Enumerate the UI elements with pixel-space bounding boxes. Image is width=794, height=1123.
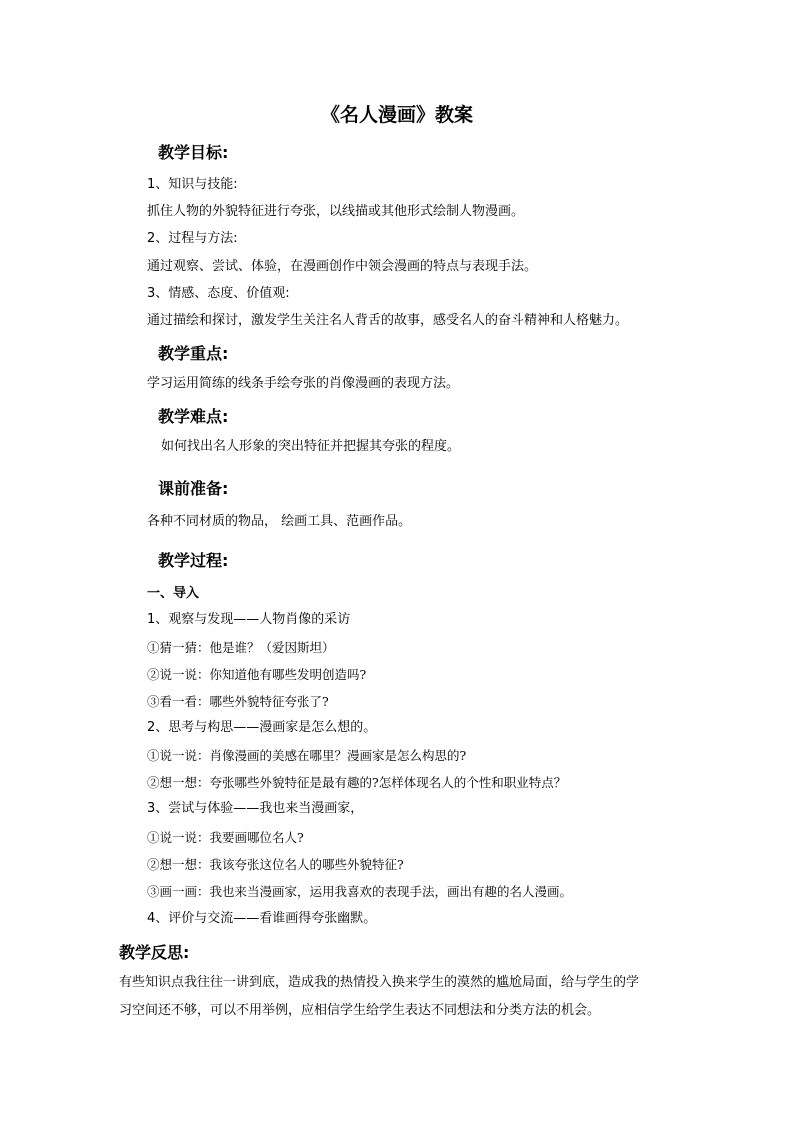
- process-line: ①说一说：肖像漫画的美感在哪里？漫画家是怎么构思的?: [147, 748, 467, 763]
- objectives-heading: 教学目标:: [158, 143, 229, 162]
- preparation-text: 各种不同材质的物品， 绘画工具、范画作品。: [147, 514, 412, 529]
- process-line: 1、观察与发现——人物肖像的采访: [147, 612, 351, 627]
- process-section-intro: 一、导入: [147, 586, 200, 601]
- reflection-heading: 教学反思:: [119, 943, 190, 962]
- process-line: ①猜一猜：他是谁？（爱因斯坦）: [147, 640, 335, 655]
- process-line: ③画一画：我也来当漫画家，运用我喜欢的表现手法，画出有趣的名人漫画。: [147, 884, 573, 899]
- document-title: 《名人漫画》教案: [320, 104, 473, 126]
- objective-2-label: 2、过程与方法:: [147, 231, 238, 246]
- objective-1-label: 1、知识与技能:: [147, 177, 238, 192]
- process-line: ②说一说：你知道他有哪些发明创造吗?: [147, 667, 367, 682]
- process-heading: 教学过程:: [158, 551, 229, 570]
- objective-3-text: 通过描绘和探讨，激发学生关注名人背舌的故事，感受名人的奋斗精神和人格魅力。: [147, 313, 629, 328]
- key-points-heading: 教学重点:: [158, 344, 229, 363]
- process-line: ①说一说：我要画哪位名人?: [147, 830, 304, 845]
- objective-2-text: 通过观察、尝试、体验，在漫画创作中领会漫画的特点与表现手法。: [147, 259, 538, 274]
- objective-3-label: 3、情感、态度、价值观:: [147, 286, 290, 301]
- process-line: 3、尝试与体验——我也来当漫画家，: [147, 801, 364, 816]
- objective-1-text: 抓住人物的外貌特征进行夸张，以线描或其他形式绘制人物漫画。: [147, 204, 525, 219]
- difficulties-text: 如何找出名人形象的突出特征并把握其夸张的程度。: [161, 439, 461, 454]
- reflection-line-2: 习空间还不够，可以不用举例，应相信学生给学生表达不同想法和分类方法的机会。: [119, 1003, 601, 1018]
- process-line: ②想一想：夸张哪些外貌特征是最有趣的?怎样体现名人的个性和职业特点？: [147, 775, 567, 790]
- process-line: ③看一看：哪些外貌特征夸张了?: [147, 694, 329, 709]
- key-points-text: 学习运用简练的线条手绘夸张的肖像漫画的表现方法。: [147, 376, 460, 391]
- process-line: 2、思考与构思——漫画家是怎么想的。: [147, 720, 377, 735]
- process-line: 4、评价与交流——看谁画得夸张幽默。: [147, 911, 377, 926]
- reflection-line-1: 有些知识点我往往一讲到底，造成我的热情投入换来学生的漠然的尴尬局面，给与学生的学: [119, 975, 640, 990]
- process-line: ②想一想：我该夸张这位名人的哪些外貌特征?: [147, 857, 404, 872]
- preparation-heading: 课前准备:: [158, 479, 229, 498]
- difficulties-heading: 教学难点:: [158, 407, 229, 426]
